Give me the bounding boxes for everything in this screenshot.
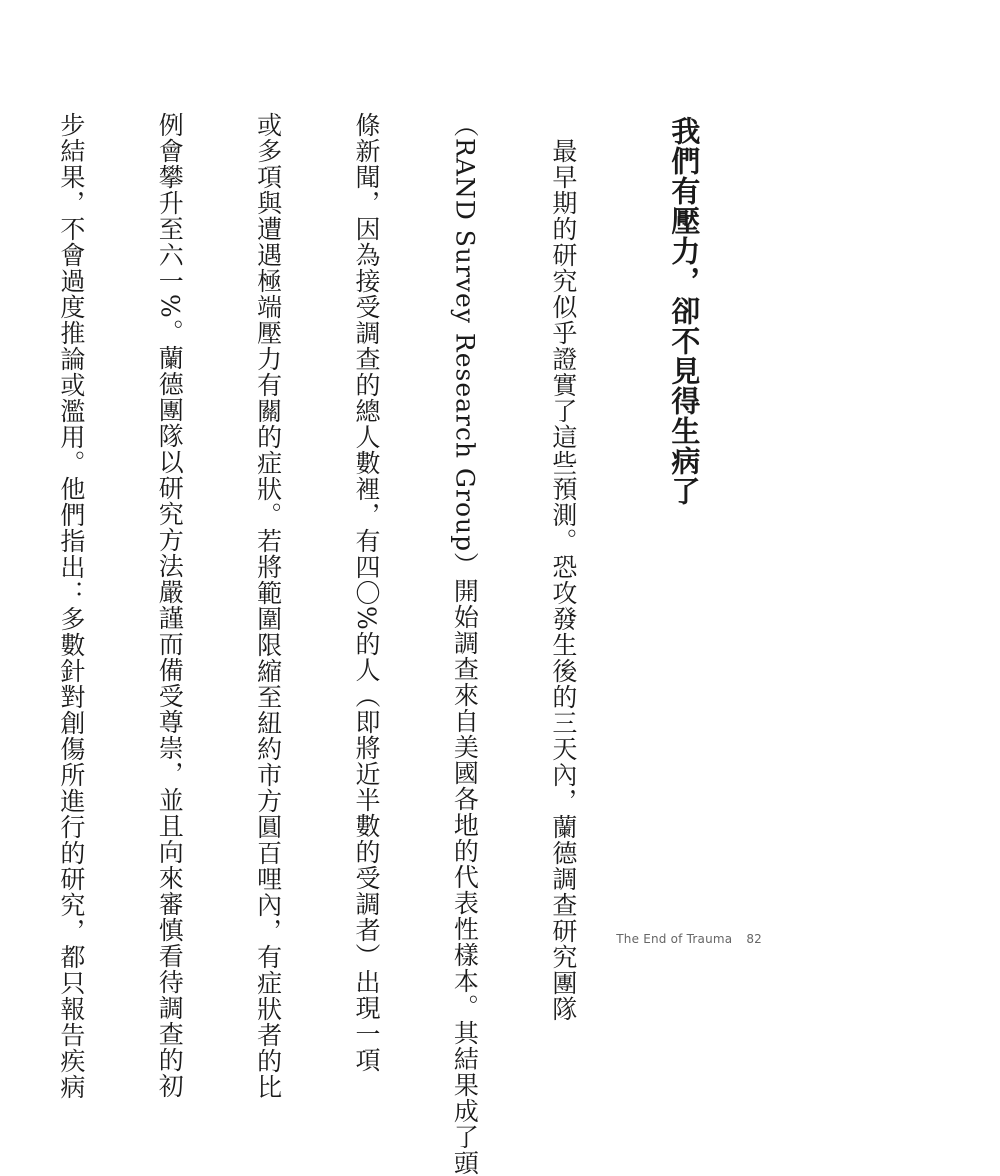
text-line: 或多項與遭遇極端壓力有關的症狀。若將範圍限縮至紐約市方圓百哩內，有症狀者的比 — [253, 112, 283, 1100]
text-line: 例會攀升至六一%。蘭德團隊以研究方法嚴謹而備受尊崇，並且向來審慎看待調查的初 — [155, 112, 185, 1099]
text-line: （RAND Survey Research Group）開始調查來自美國各地的代表性樣本。其結果成了頭 — [450, 112, 480, 1176]
page-number: 82 — [746, 932, 762, 946]
running-book-title: The End of Trauma — [616, 932, 733, 946]
text-line: 步結果，不會過度推論或濫用。他們指出：多數針對創傷所進行的研究，都只報告疾病 — [56, 112, 86, 1100]
text-line: 最早期的研究似乎證實了這些預測。恐攻發生後的三天內，蘭德調查研究團隊 — [548, 112, 578, 1022]
page-footer — [616, 932, 762, 946]
chapter-title: 我們有壓力，卻不見得生病了 — [667, 116, 702, 506]
text-line: 條新聞，因為接受調查的總人數裡，有四〇%的人（即將近半數的受調者）出現一項 — [352, 112, 382, 1073]
